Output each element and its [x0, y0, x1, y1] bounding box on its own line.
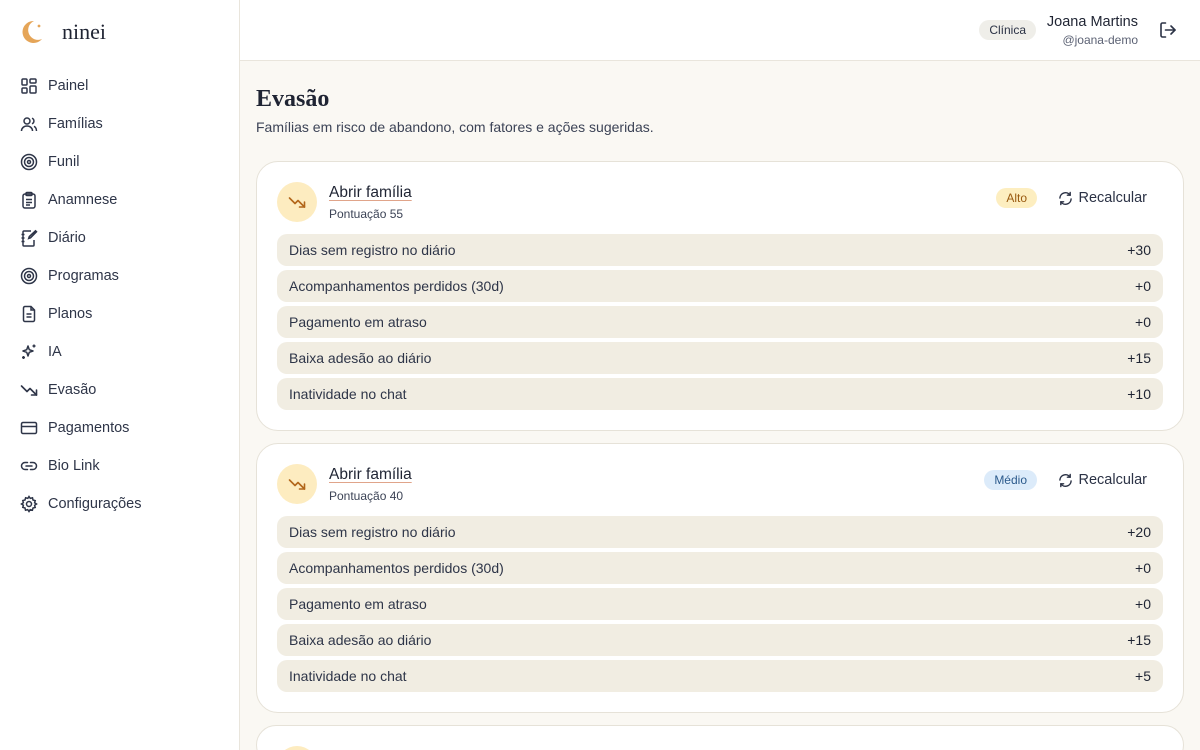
trending-down-icon — [277, 182, 317, 222]
factor-row — [277, 378, 1163, 410]
factor-value: +30 — [1127, 242, 1151, 258]
open-family-link[interactable]: Abrir família — [329, 184, 412, 201]
sidebar-item-label: Anamnese — [48, 192, 118, 208]
factor-row — [277, 516, 1163, 548]
user-handle: @joana-demo — [1062, 33, 1138, 47]
sidebar-item-label: Programas — [48, 268, 119, 284]
factor-value: +10 — [1127, 386, 1151, 402]
page-title: Evasão — [256, 86, 330, 112]
sidebar-item-label: Evasão — [48, 382, 97, 398]
factor-value: +15 — [1127, 632, 1151, 648]
users-icon — [20, 115, 38, 133]
moon-logo-icon — [20, 19, 44, 45]
factor-row — [277, 306, 1163, 338]
factor-value: +15 — [1127, 350, 1151, 366]
sidebar-item-label: IA — [48, 344, 62, 360]
trending-down-icon — [277, 746, 317, 750]
open-family-link[interactable]: Abrir família — [329, 466, 412, 483]
sidebar-nav — [0, 67, 240, 523]
factor-label: Pagamento em atraso — [289, 314, 427, 330]
risk-card-partial — [256, 725, 1184, 750]
factor-label: Inatividade no chat — [289, 668, 407, 684]
factor-label: Acompanhamentos perdidos (30d) — [289, 278, 504, 294]
factor-label: Acompanhamentos perdidos (30d) — [289, 560, 504, 576]
factor-value: +5 — [1135, 668, 1151, 684]
brand[interactable] — [20, 18, 106, 46]
sidebar-item-label: Configurações — [48, 496, 142, 512]
factor-label: Pagamento em atraso — [289, 596, 427, 612]
factor-label: Baixa adesão ao diário — [289, 632, 432, 648]
factor-row — [277, 660, 1163, 692]
sidebar-item-evasao[interactable] — [0, 371, 240, 409]
factor-label: Baixa adesão ao diário — [289, 350, 432, 366]
factor-label: Dias sem registro no diário — [289, 242, 456, 258]
factor-row — [277, 234, 1163, 266]
clipboard-icon — [20, 191, 38, 209]
trending-down-icon — [277, 464, 317, 504]
refresh-icon — [1058, 473, 1073, 488]
factor-list — [277, 234, 1163, 414]
target-icon — [20, 153, 38, 171]
sidebar-item-programas[interactable] — [0, 257, 240, 295]
recalculate-button[interactable] — [1058, 188, 1148, 208]
sidebar-item-planos[interactable] — [0, 295, 240, 333]
sidebar-item-label: Funil — [48, 154, 80, 170]
factor-label: Inatividade no chat — [289, 386, 407, 402]
credit-card-icon — [20, 419, 38, 437]
trending-down-icon — [20, 381, 38, 399]
recalculate-label: Recalcular — [1078, 472, 1147, 488]
factor-value: +0 — [1135, 278, 1151, 294]
factor-row — [277, 624, 1163, 656]
brand-name: ninei — [62, 19, 106, 44]
logout-button[interactable] — [1158, 20, 1178, 40]
top-bar — [240, 0, 1200, 61]
sidebar-item-anamnese[interactable] — [0, 181, 240, 219]
factor-row — [277, 588, 1163, 620]
logout-icon — [1158, 20, 1178, 40]
risk-level-badge: Alto — [996, 188, 1037, 208]
factor-list — [277, 516, 1163, 696]
user-name: Joana Martins — [1046, 14, 1138, 30]
factor-value: +0 — [1135, 560, 1151, 576]
notebook-pen-icon — [20, 229, 38, 247]
sidebar-item-label: Planos — [48, 306, 93, 322]
risk-score: Pontuação 40 — [329, 489, 404, 503]
factor-value: +0 — [1135, 596, 1151, 612]
sidebar-item-diario[interactable] — [0, 219, 240, 257]
sidebar-item-ia[interactable] — [0, 333, 240, 371]
sidebar-item-label: Bio Link — [48, 458, 100, 474]
sidebar-item-configuracoes[interactable] — [0, 485, 240, 523]
sidebar-item-bio-link[interactable] — [0, 447, 240, 485]
sidebar-item-funil[interactable] — [0, 143, 240, 181]
risk-level-badge: Médio — [984, 470, 1037, 490]
file-text-icon — [20, 305, 38, 323]
page-subtitle: Famílias em risco de abandono, com fatores e ações sugeridas. — [256, 119, 654, 135]
risk-score: Pontuação 55 — [329, 207, 404, 221]
sidebar-item-label: Diário — [48, 230, 86, 246]
gear-icon — [20, 495, 38, 513]
risk-card — [256, 161, 1184, 431]
sidebar-item-label: Painel — [48, 78, 89, 94]
role-badge: Clínica — [979, 20, 1036, 40]
sidebar-item-familias[interactable] — [0, 105, 240, 143]
target-icon — [20, 267, 38, 285]
sidebar-item-label: Famílias — [48, 116, 103, 132]
sidebar-item-pagamentos[interactable] — [0, 409, 240, 447]
factor-row — [277, 552, 1163, 584]
factor-value: +0 — [1135, 314, 1151, 330]
refresh-icon — [1058, 191, 1073, 206]
link-icon — [20, 457, 38, 475]
risk-card — [256, 443, 1184, 713]
recalculate-button[interactable] — [1058, 470, 1148, 490]
factor-value: +20 — [1127, 524, 1151, 540]
sidebar-item-label: Pagamentos — [48, 420, 130, 436]
dashboard-icon — [20, 77, 38, 95]
recalculate-label: Recalcular — [1078, 190, 1147, 206]
sparkles-icon — [20, 343, 38, 361]
factor-row — [277, 270, 1163, 302]
sidebar — [0, 0, 240, 750]
factor-label: Dias sem registro no diário — [289, 524, 456, 540]
factor-row — [277, 342, 1163, 374]
sidebar-item-painel[interactable] — [0, 67, 240, 105]
